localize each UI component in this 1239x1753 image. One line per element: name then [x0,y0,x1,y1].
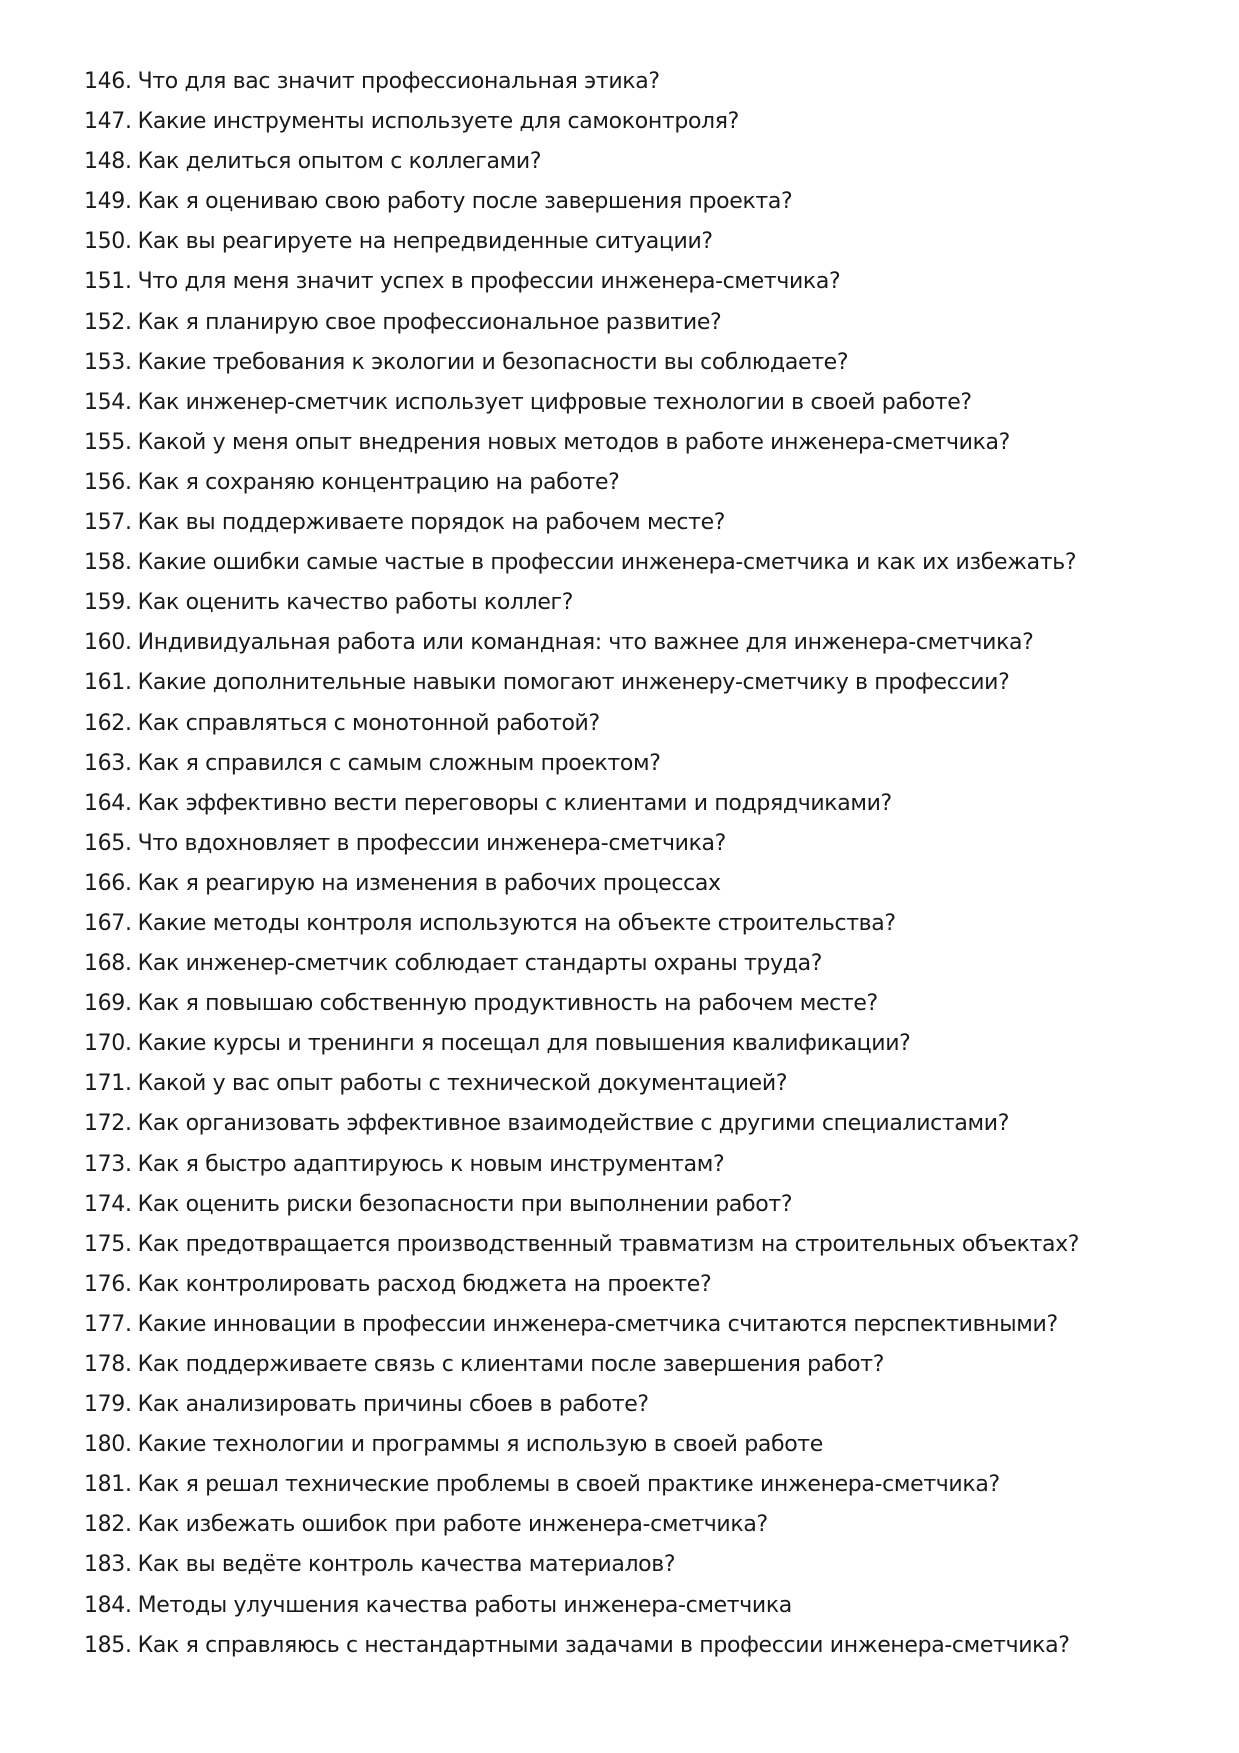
question-text: Как предотвращается производственный травматизм на строительных объектах? [137,1231,1080,1257]
list-item [84,864,1204,904]
question-number: 177. [84,1311,132,1337]
list-item [84,1104,1204,1144]
question-number: 185. [84,1632,132,1658]
list-item [84,303,1204,343]
question-text: Как вы поддерживаете порядок на рабочем месте? [137,510,726,536]
list-item [84,142,1204,182]
question-number: 149. [84,189,132,215]
question-number: 164. [84,790,132,816]
question-number: 183. [84,1552,132,1578]
question-number: 173. [84,1151,132,1177]
list-item [84,1345,1204,1385]
question-number: 169. [84,991,132,1017]
list-item [84,1425,1204,1465]
question-text: Как поддерживаете связь с клиентами после завершения работ? [137,1352,885,1377]
question-number: 158. [84,550,132,576]
list-item [84,1225,1204,1265]
question-text: Как эффективно вести переговоры с клиентами и подрядчиками? [137,790,892,816]
list-item [84,944,1204,984]
question-number: 179. [84,1392,132,1418]
list-item [84,1586,1204,1626]
list-item [84,1465,1204,1505]
question-number: 147. [84,109,132,135]
list-item [84,583,1204,623]
question-number: 175. [84,1231,132,1257]
question-number: 166. [84,870,132,896]
question-number: 148. [84,149,132,175]
question-number: 180. [84,1432,132,1458]
list-item [84,343,1204,383]
question-number: 157. [84,510,132,536]
question-number: 168. [84,951,132,977]
question-number: 181. [84,1472,132,1498]
question-text: Как контролировать расход бюджета на проекте? [137,1271,712,1297]
question-number: 154. [84,389,132,415]
list-item [84,1185,1204,1225]
question-number: 165. [84,830,132,856]
list-item [84,1385,1204,1425]
question-number: 172. [84,1111,132,1137]
question-number: 184. [84,1592,132,1618]
list-item [84,543,1204,583]
question-number: 150. [84,229,132,255]
question-number: 171. [84,1071,132,1097]
question-text: Как оценить качество работы коллег? [137,590,574,616]
question-text: Какие инновации в профессии инженера-сметчика считаются перспективными? [137,1311,1058,1337]
list-item [84,1265,1204,1305]
question-text: Что для вас значит профессиональная этика? [137,69,660,94]
question-text: Какие технологии и программы я использую в своей работе [137,1432,823,1458]
list-item [84,623,1204,663]
question-text: Индивидуальная работа или командная: что важнее для инженера-сметчика? [137,630,1034,656]
question-text: Что для меня значит успех в профессии инженера-сметчика? [137,269,841,295]
list-item [84,463,1204,503]
question-text: Как я реагирую на изменения в рабочих процессах [137,870,721,896]
list-item [84,102,1204,142]
question-text: Как вы ведёте контроль качества материалов? [137,1552,676,1578]
question-text: Как я справляюсь с нестандартными задачами в профессии инженера-сметчика? [137,1632,1070,1658]
question-number: 182. [84,1512,132,1538]
question-list [84,62,1204,1666]
list-item [84,744,1204,784]
question-text: Как избежать ошибок при работе инженера-сметчика? [137,1512,768,1538]
list-item [84,1505,1204,1545]
question-text: Как оценить риски безопасности при выполнении работ? [137,1191,793,1217]
question-text: Какой у вас опыт работы с технической документацией? [137,1071,788,1097]
question-number: 152. [84,309,132,335]
list-item [84,663,1204,703]
question-text: Как справляться с монотонной работой? [137,710,600,736]
question-text: Какие курсы и тренинги я посещал для повышения квалификации? [137,1031,911,1057]
question-text: Какие ошибки самые частые в профессии инженера-сметчика и как их избежать? [137,550,1077,576]
question-text: Какие дополнительные навыки помогают инженеру-сметчику в профессии? [137,670,1010,696]
list-item [84,1626,1204,1666]
list-item [84,262,1204,302]
list-item [84,182,1204,222]
question-number: 155. [84,429,132,455]
list-item [84,1545,1204,1585]
question-number: 159. [84,590,132,616]
question-number: 151. [84,269,132,295]
list-item [84,1305,1204,1345]
list-item [84,503,1204,543]
question-number: 176. [84,1271,132,1297]
list-item [84,222,1204,262]
question-text: Какие требования к экологии и безопасности вы соблюдаете? [137,349,849,375]
list-item [84,704,1204,744]
question-text: Как я решал технические проблемы в своей практике инженера-сметчика? [137,1472,1000,1498]
question-text: Что вдохновляет в профессии инженера-сметчика? [137,830,726,856]
list-item [84,1145,1204,1185]
question-text: Как организовать эффективное взаимодействие с другими специалистами? [137,1111,1010,1137]
question-text: Как я повышаю собственную продуктивность на рабочем месте? [137,991,878,1017]
question-text: Как делиться опытом с коллегами? [137,149,542,175]
question-text: Как я оцениваю свою работу после завершения проекта? [137,189,793,215]
question-text: Какие методы контроля используются на объекте строительства? [137,910,896,936]
question-number: 146. [84,69,132,94]
question-text: Как инженер-сметчик соблюдает стандарты охраны труда? [137,951,823,977]
list-item [84,383,1204,423]
question-number: 156. [84,469,132,495]
question-text: Как я справился с самым сложным проектом? [137,750,661,776]
question-number: 178. [84,1352,132,1377]
list-item [84,984,1204,1024]
list-item [84,904,1204,944]
question-text: Как инженер-сметчик использует цифровые технологии в своей работе? [137,389,972,415]
question-number: 174. [84,1191,132,1217]
list-item [84,62,1204,102]
question-number: 163. [84,750,132,776]
list-item [84,824,1204,864]
list-item [84,1024,1204,1064]
question-text: Какой у меня опыт внедрения новых методов в работе инженера-сметчика? [137,429,1010,455]
question-number: 170. [84,1031,132,1057]
list-item [84,423,1204,463]
question-text: Как я быстро адаптируюсь к новым инструментам? [137,1151,725,1177]
question-text: Методы улучшения качества работы инженера-сметчика [137,1592,792,1618]
question-number: 160. [84,630,132,656]
question-text: Какие инструменты используете для самоконтроля? [137,109,739,135]
question-number: 153. [84,349,132,375]
list-item [84,784,1204,824]
question-text: Как я планирую свое профессиональное развитие? [137,309,722,335]
question-number: 162. [84,710,132,736]
question-text: Как я сохраняю концентрацию на работе? [137,469,620,495]
question-number: 167. [84,910,132,936]
question-text: Как вы реагируете на непредвиденные ситуации? [137,229,713,255]
question-text: Как анализировать причины сбоев в работе? [137,1392,649,1418]
list-item [84,1064,1204,1104]
question-number: 161. [84,670,132,696]
